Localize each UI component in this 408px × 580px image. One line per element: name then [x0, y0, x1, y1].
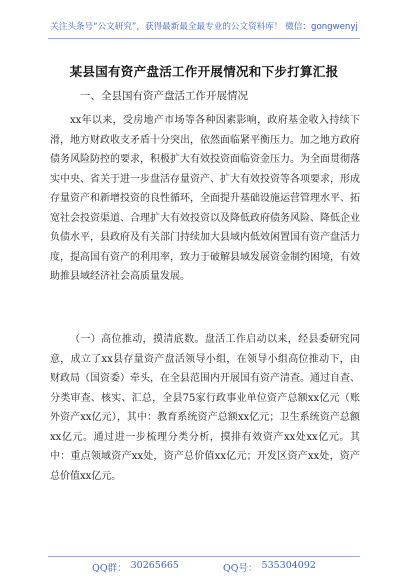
qq-number-value: 535304092	[261, 560, 316, 571]
section-heading: 一、全县国有资产盘活工作开展情况	[80, 90, 248, 102]
body-paragraph-2: （一）高位推动，摸清底数。盘活工作启动以来，经县委研究同意，成立了xx县存量资产盘活领导小组，在领导小组高位推动下，由财政局（国资委）牵头，在全县范围内开展国有资产清查。通过自查、分类审查、核实、汇总，全县75家行政事业单位资产总额xx亿元（账外资产xx亿元），其中：教育系统资产总额xx亿元；卫生系统资产总额xx亿元。通过进一步梳理分类分析，摸排有效资产xx处xx亿元。其中：重点领域资产xx处，资产总价值xx亿元；开发区资产xx处，资产总价值xx亿元。	[50, 334, 360, 482]
body-paragraph-1: xx年以来，受房地产市场等各种因素影响，政府基金收入持续下滑，地方财政收支矛盾十分突出，依然面临紧平衡压力。加之地方政府债务风险防控的要求，积极扩大有效投资面临资金压力。为全面贯彻落实中央、省关于进一步盘活存量资产、扩大有效投资等各项要求，形成存量资产和新增投资的良性循环，全面提升基础设施运营管理水平、拓宽社会投资渠道、合理扩大有效投资以及降低政府债务风险、降低企业负债水平，县政府及有关部门持续加大县域内低效闲置国有资产盘活力度，提高国有资产的利用率，致力于破解县域发展资金制约困境，有效助推县域经济社会高质量发展。	[50, 115, 360, 282]
footer-contacts	[48, 560, 360, 574]
bottom-divider	[48, 556, 360, 557]
qq-group-number: 30265665	[130, 560, 179, 571]
qq-group-contact	[92, 560, 179, 574]
document-title: 某县国有资产盘活工作开展情况和下步打算汇报	[69, 64, 339, 79]
top-banner-text: 关注头条号“公文研究”，获得最新最全最专业的公文资料库！ 微信：gongwenyj	[50, 22, 358, 32]
qq-number-contact	[223, 560, 316, 574]
qq-group-label: QQ群：	[92, 563, 127, 574]
qq-number-label: QQ号：	[222, 563, 258, 574]
top-divider	[48, 38, 360, 39]
